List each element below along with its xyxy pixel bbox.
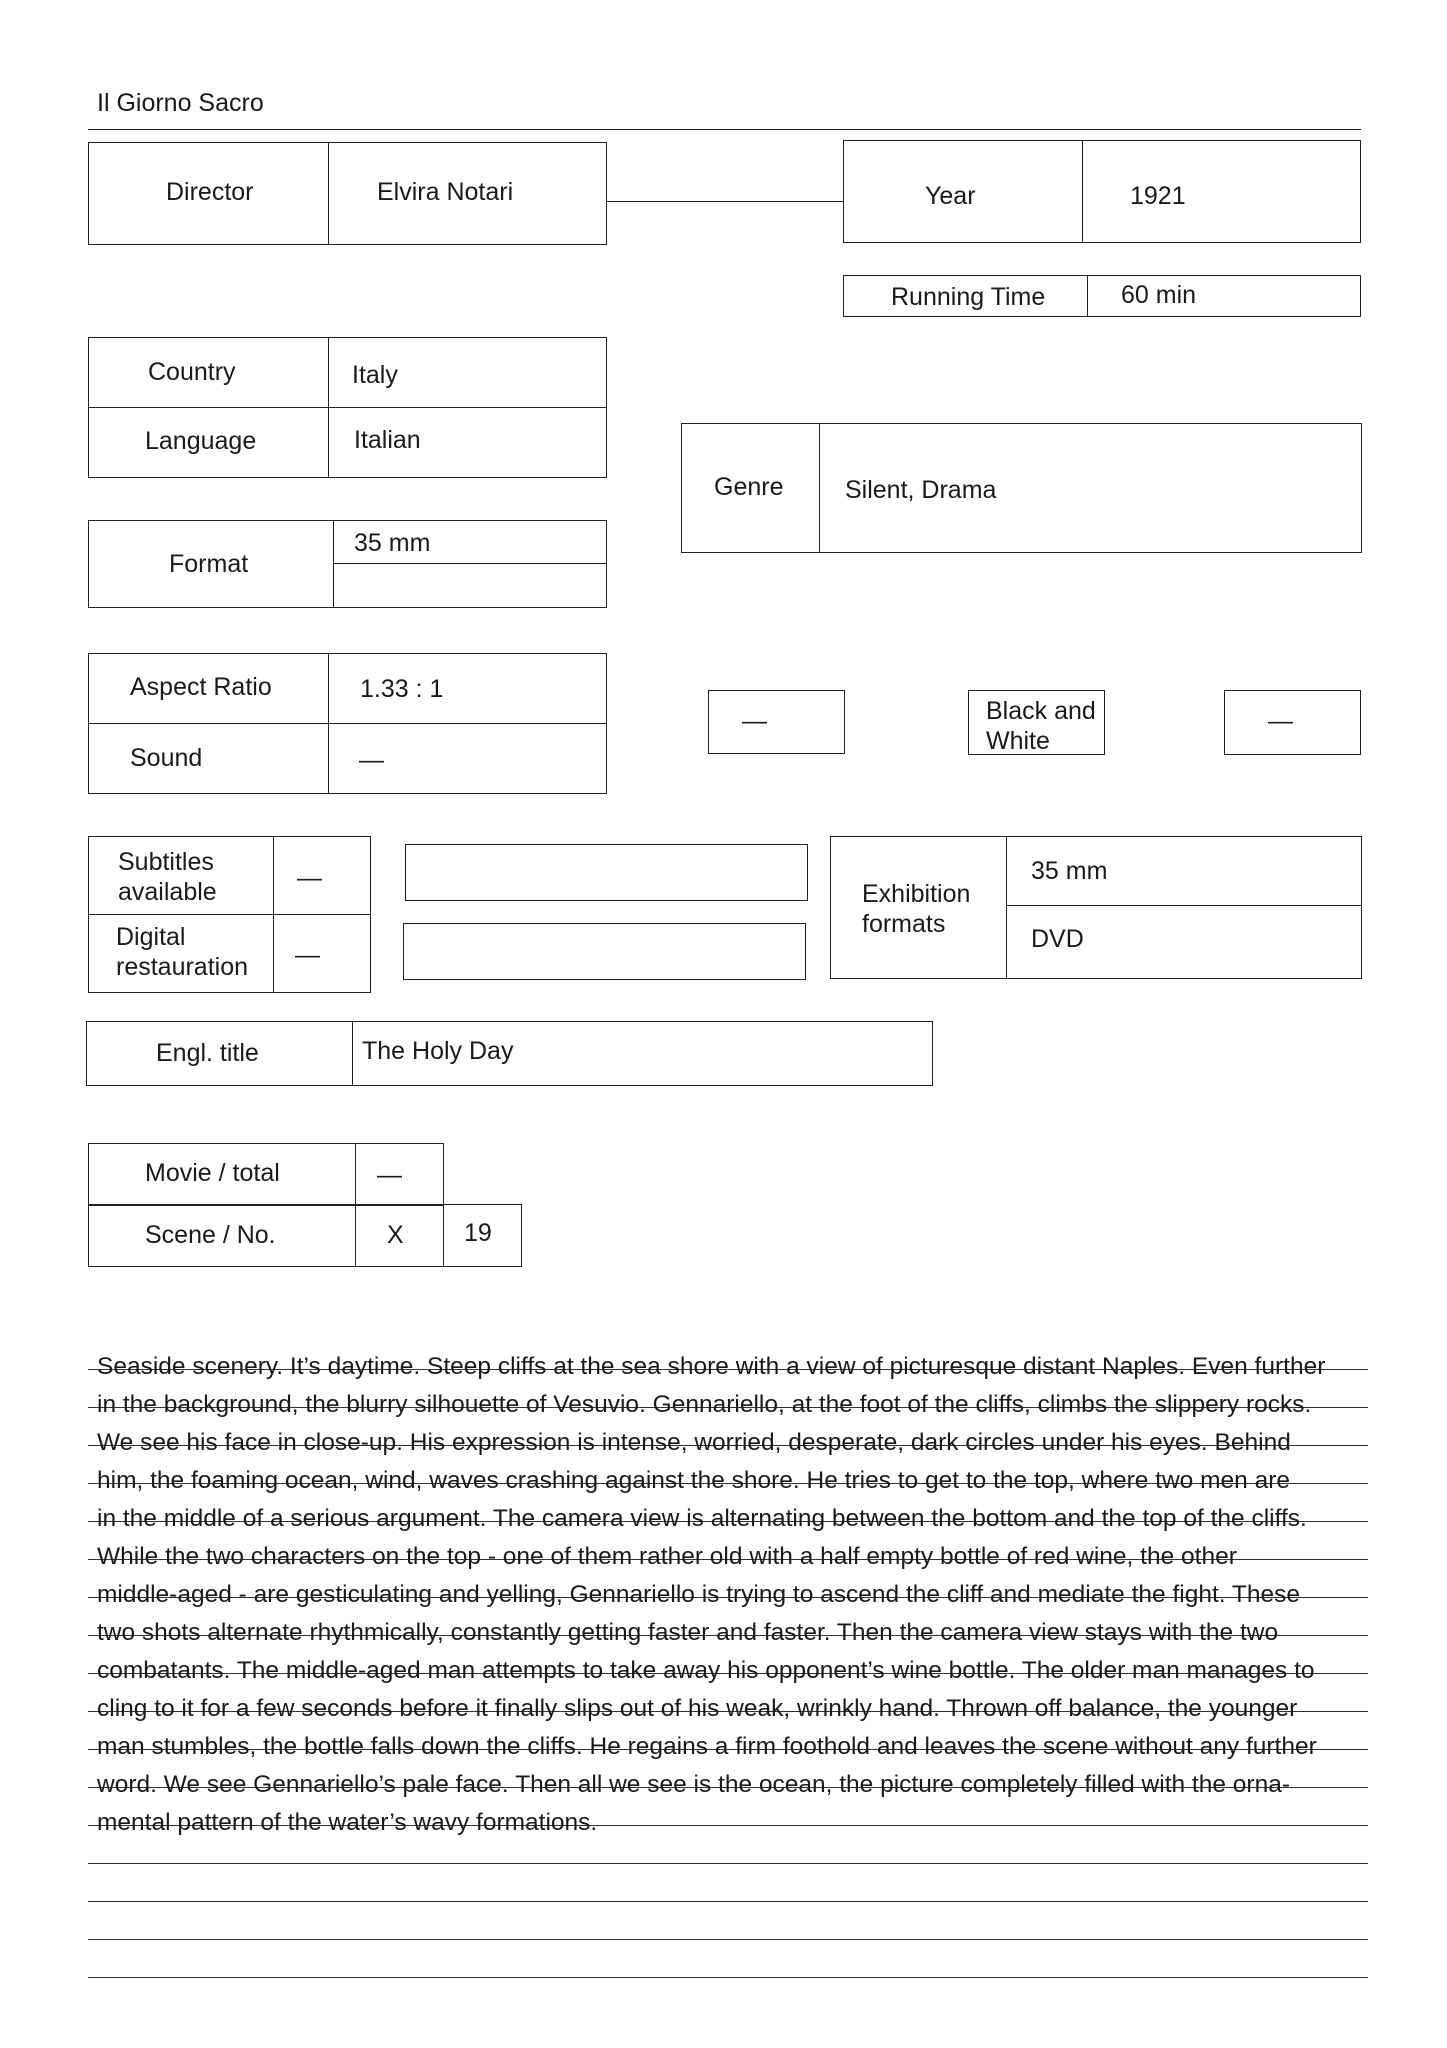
description-line: him, the foaming ocean, wind, waves crashing against the shore. He tries to get to the top, where two men are [97, 1467, 1290, 1494]
aspect-sound-divider-v [328, 653, 329, 794]
format-divider-h [333, 563, 607, 564]
subtitles-label: Subtitles available [118, 848, 217, 906]
genre-label: Genre [714, 473, 784, 501]
language-value: Italian [354, 426, 421, 454]
color-option-left-box [708, 690, 845, 754]
description-line: We see his face in close-up. His expression is intense, worried, desperate, dark circles under his eyes. Behind [97, 1429, 1291, 1456]
scene-no-divider-1 [355, 1204, 356, 1267]
running-time-value: 60 min [1121, 281, 1197, 309]
genre-value: Silent, Drama [845, 476, 997, 504]
movie-total-value: — [377, 1161, 402, 1189]
running-time-label: Running Time [891, 283, 1046, 311]
movie-total-divider [355, 1143, 356, 1206]
subtitles-value: — [297, 864, 322, 892]
exhibition-value-2: DVD [1031, 925, 1084, 953]
description-line: two shots alternate rhythmically, constantly getting faster and faster. Then the camera view stays with the two [97, 1619, 1279, 1646]
country-label: Country [148, 358, 236, 386]
description-line: man stumbles, the bottle falls down the cliffs. He regains a firm foothold and leaves the scene without any further [97, 1733, 1317, 1760]
color-option-left-value: — [742, 707, 767, 735]
scene-no-label: Scene / No. [145, 1221, 276, 1249]
description-line: combatants. The middle-aged man attempts to take away his opponent’s wine bottle. The older man manages to [97, 1657, 1315, 1684]
description-line: in the background, the blurry silhouette of Vesuvio. Gennariello, at the foot of the cliffs, climbs the slippery rocks. [97, 1391, 1312, 1418]
description-line: Seaside scenery. It’s daytime. Steep cliffs at the sea shore with a view of picturesque distant Naples. Even further [97, 1353, 1326, 1380]
format-label: Format [169, 550, 249, 578]
description-line: middle-aged - are gesticulating and yelling, Gennariello is trying to ascend the cliff and mediate the fight. These [97, 1581, 1301, 1608]
year-box [843, 140, 1361, 243]
running-time-divider [1087, 275, 1088, 317]
ruled-line [88, 1939, 1368, 1940]
ruled-line [88, 1901, 1368, 1902]
format-value: 35 mm [354, 529, 431, 557]
description-line: in the middle of a serious argument. The camera view is alternating between the bottom and the top of the cliffs. [97, 1505, 1307, 1532]
description-line: mental pattern of the water’s wavy formations. [97, 1809, 598, 1836]
english-title-divider [352, 1021, 353, 1086]
country-value: Italy [352, 361, 398, 389]
exhibition-value-1: 35 mm [1031, 857, 1108, 885]
year-value: 1921 [1130, 182, 1186, 210]
aspect-ratio-label: Aspect Ratio [130, 673, 272, 701]
country-language-divider-v [328, 337, 329, 478]
director-value: Elvira Notari [377, 178, 514, 206]
description-line: word. We see Gennariello’s pale face. Then all we see is the ocean, the picture completely filled with the orna- [97, 1771, 1290, 1798]
empty-box-subtitles [405, 844, 808, 901]
ruled-line [88, 1863, 1368, 1864]
director-divider [328, 142, 329, 245]
digital-restauration-label: Digital restauration [116, 923, 249, 981]
scene-no-value: X [387, 1221, 404, 1249]
aspect-ratio-value: 1.33 : 1 [360, 675, 444, 703]
year-label: Year [925, 182, 976, 210]
language-label: Language [145, 427, 257, 455]
exhibition-divider-v [1006, 836, 1007, 979]
aspect-sound-divider-h [88, 723, 607, 724]
empty-box-restauration [403, 923, 806, 980]
genre-divider [819, 423, 820, 553]
description-line: cling to it for a few seconds before it finally slips out of his weak, wrinkly hand. Thrown off balance, the younger [97, 1695, 1298, 1722]
format-box [88, 520, 607, 608]
header-divider [88, 129, 1361, 130]
english-title-value: The Holy Day [362, 1037, 514, 1065]
exhibition-label: Exhibition formats [862, 880, 971, 938]
digital-restauration-value: — [295, 941, 320, 969]
color-option-center-value: Black and White [986, 697, 1096, 755]
scene-no-number: 19 [464, 1219, 492, 1247]
subtitles-restauration-divider-h [88, 914, 371, 915]
color-option-right-value: — [1268, 707, 1293, 735]
sound-label: Sound [130, 744, 203, 772]
scene-no-divider-2 [443, 1204, 444, 1267]
country-language-divider-h [88, 407, 607, 408]
ruled-line [88, 1977, 1368, 1978]
director-label: Director [166, 178, 254, 206]
format-divider-v [333, 520, 334, 608]
director-year-connector [607, 201, 844, 202]
movie-total-label: Movie / total [145, 1159, 280, 1187]
subtitles-restauration-divider-v [273, 836, 274, 993]
scene-description [97, 1348, 1367, 1842]
description-line: While the two characters on the top - one of them rather old with a half empty bottle of red wine, the other [97, 1543, 1237, 1570]
sound-value: — [359, 746, 384, 774]
page-title: Il Giorno Sacro [97, 89, 264, 117]
english-title-label: Engl. title [156, 1039, 259, 1067]
exhibition-divider-h [1006, 905, 1362, 906]
year-divider [1082, 140, 1083, 243]
